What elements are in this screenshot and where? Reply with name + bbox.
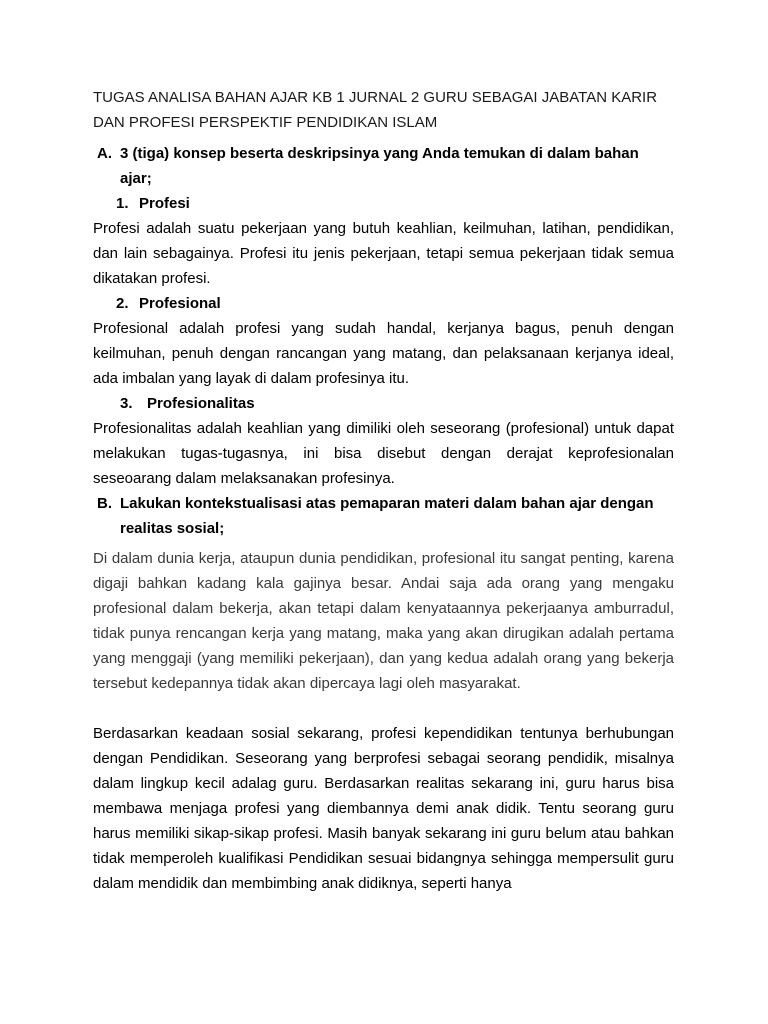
section-b-heading-text: Lakukan kontekstualisasi atas pemaparan materi dalam bahan ajar dengan realitas sosial; — [120, 495, 654, 537]
item-1-heading — [93, 191, 674, 216]
section-b-marker: B. — [97, 495, 112, 512]
section-b-paragraph-2: Berdasarkan keadaan sosial sekarang, profesi kependidikan tentunya berhubungan dengan Pendidikan. Seseorang yang berprofesi sebagai seorang pendidik, misalnya dalam lingkup kecil adalag guru. Berdasarkan realitas sekarang ini, guru harus bisa membawa menjaga profesi yang diembannya demi anak didik. Tentu seorang guru harus memiliki sikap-sikap profesi. Masih banyak sekarang ini guru belum atau bahkan tidak memperoleh kualifikasi Pendidikan sesuai bidangnya sehingga mempersulit guru dalam mendidik dan membimbing anak didiknya, seperti hanya — [93, 725, 674, 892]
section-a-heading — [93, 141, 674, 191]
item-3-number: 3. — [120, 395, 133, 412]
item-2-text: Profesional adalah profesi yang sudah handal, kerjanya bagus, penuh dengan keilmuhan, penuh dengan rancangan yang matang, dan pelaksanaan kerjanya ideal, ada imbalan yang layak di dalam profesinya itu. — [93, 320, 674, 387]
item-3-heading-text: Profesionalitas — [147, 395, 255, 412]
section-a-marker: A. — [97, 145, 112, 162]
spacer — [93, 696, 674, 721]
item-1-heading-text: Profesi — [139, 195, 190, 212]
item-3-text: Profesionalitas adalah keahlian yang dimiliki oleh seseorang (profesional) untuk dapat melakukan tugas-tugasnya, ini bisa disebut dengan derajat keprofesionalan seseoarang dalam melaksanakan profesinya. — [93, 420, 674, 487]
section-b-heading — [93, 491, 674, 541]
item-2-number: 2. — [116, 295, 129, 312]
item-2-heading — [93, 291, 674, 316]
item-3-heading — [93, 391, 674, 416]
item-2-heading-text: Profesional — [139, 295, 221, 312]
document-title: TUGAS ANALISA BAHAN AJAR KB 1 JURNAL 2 GURU SEBAGAI JABATAN KARIR DAN PROFESI PERSPEKTIF PENDIDIKAN ISLAM — [93, 89, 658, 131]
section-b-paragraph-1: Di dalam dunia kerja, ataupun dunia pendidikan, profesional itu sangat penting, karena digaji bahkan kadang kala gajinya besar. Andai saja ada orang yang mengaku profesional dalam bekerja, akan tetapi dalam kenyataannya pekerjaanya amburradul, tidak punya rencangan kerja yang matang, maka yang akan dirugikan adalah pertama yang menggaji (yang memiliki pekerjaan), dan yang kedua adalah orang yang bekerja tersebut kedepannya tidak akan dipercaya lagi oleh masyarakat. — [93, 550, 674, 692]
section-a-heading-text: 3 (tiga) konsep beserta deskripsinya yang Anda temukan di dalam bahan ajar; — [120, 145, 639, 187]
item-1-number: 1. — [116, 195, 129, 212]
item-1-text: Profesi adalah suatu pekerjaan yang butuh keahlian, keilmuhan, latihan, pendidikan, dan lain sebagainya. Profesi itu jenis pekerjaan, tetapi semua pekerjaan tidak semua dikatakan profesi. — [93, 220, 674, 287]
